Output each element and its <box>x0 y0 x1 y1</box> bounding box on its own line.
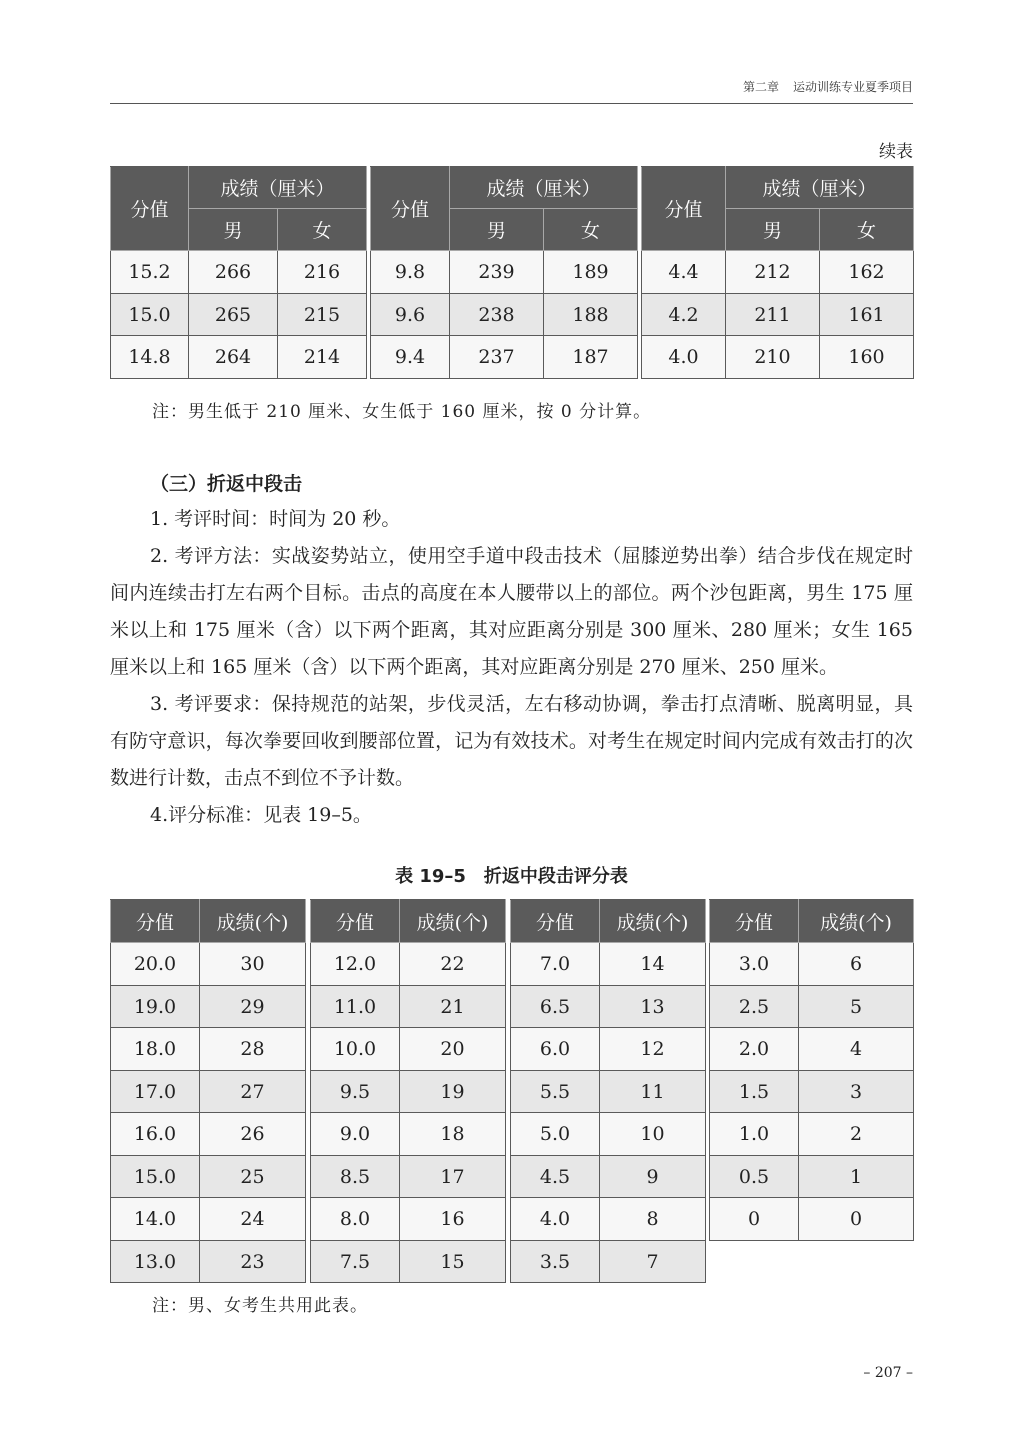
score-cell: 5.0 <box>511 1113 600 1156</box>
paragraph-exam-method: 2. 考评方法：实战姿势站立，使用空手道中段击技术（屈膝逆势出拳）结合步伐在规定时间内连续击打左右两个目标。击点的高度在本人腰带以上的部位。两个沙包距离，男生 175 厘米以上和 175 厘米（含）以下两个距离，其对应距离分别是 300 厘米、280 厘米；女生 165 厘米以上和 165 厘米（含）以下两个距离，其对应距离分别是 270 厘米、250 厘米。 <box>110 545 913 678</box>
header-score: 分值 <box>111 900 200 943</box>
score-cell: 2.5 <box>710 986 799 1028</box>
header-count: 成绩(个) <box>400 900 506 943</box>
count-cell: 0 <box>799 1198 914 1241</box>
count-cell: 5 <box>799 986 914 1028</box>
score-table-block-3 <box>641 166 914 379</box>
header-male: 男 <box>450 209 544 251</box>
table-row <box>111 1241 306 1283</box>
score-cell: 18.0 <box>111 1028 200 1071</box>
score-cell: 17.0 <box>111 1071 200 1113</box>
header-male: 男 <box>726 209 820 251</box>
male-cell: 238 <box>450 294 544 336</box>
table-title: 表 19–5 折返中段击评分表 <box>395 866 628 887</box>
running-header <box>110 78 913 95</box>
table-row <box>642 294 914 336</box>
count-cell: 8 <box>600 1198 706 1241</box>
table-note: 注：男生低于 210 厘米、女生低于 160 厘米，按 0 分计算。 <box>152 402 652 422</box>
score-cell: 6.5 <box>511 986 600 1028</box>
score-cell: 4.4 <box>642 251 726 294</box>
table-row <box>311 1241 506 1283</box>
score-cell: 1.0 <box>710 1113 799 1156</box>
score-cell: 0.5 <box>710 1156 799 1198</box>
table-row <box>311 1198 506 1241</box>
section-heading: （三）折返中段击 <box>150 473 303 495</box>
count-cell: 26 <box>200 1113 306 1156</box>
header-result: 成绩（厘米） <box>450 167 638 209</box>
header-count: 成绩(个) <box>200 900 306 943</box>
score-cell: 7.0 <box>511 943 600 986</box>
table-row <box>111 251 367 294</box>
male-cell: 212 <box>726 251 820 294</box>
score-cell: 19.0 <box>111 986 200 1028</box>
count-cell: 23 <box>200 1241 306 1283</box>
score-cell: 4.5 <box>511 1156 600 1198</box>
table-row <box>111 943 306 986</box>
count-cell: 14 <box>600 943 706 986</box>
female-cell: 216 <box>278 251 367 294</box>
count-cell: 30 <box>200 943 306 986</box>
paragraph-scoring-standard: 4.评分标准：见表 19–5。 <box>150 804 372 826</box>
count-cell: 16 <box>400 1198 506 1241</box>
table-row <box>311 1156 506 1198</box>
count-cell: 7 <box>600 1241 706 1283</box>
count-cell: 19 <box>400 1071 506 1113</box>
header-result: 成绩（厘米） <box>726 167 914 209</box>
score-cell: 14.8 <box>111 336 189 379</box>
score-cell: 11.0 <box>311 986 400 1028</box>
count-cell: 27 <box>200 1071 306 1113</box>
score-cell: 1.5 <box>710 1071 799 1113</box>
table-row <box>111 294 367 336</box>
score-cell: 7.5 <box>311 1241 400 1283</box>
score-cell: 2.0 <box>710 1028 799 1071</box>
score-cell: 8.5 <box>311 1156 400 1198</box>
header-score: 分值 <box>371 167 450 251</box>
score-cell: 9.6 <box>371 294 450 336</box>
score-cell: 10.0 <box>311 1028 400 1071</box>
male-cell: 210 <box>726 336 820 379</box>
score-cell: 9.0 <box>311 1113 400 1156</box>
header-female: 女 <box>544 209 638 251</box>
table-row <box>371 251 638 294</box>
female-cell: 161 <box>820 294 914 336</box>
header-score: 分值 <box>311 900 400 943</box>
table-row <box>710 1198 914 1241</box>
male-cell: 264 <box>189 336 278 379</box>
header-score: 分值 <box>710 900 799 943</box>
count-cell: 17 <box>400 1156 506 1198</box>
table-row <box>642 251 914 294</box>
table-row <box>311 1113 506 1156</box>
header-female: 女 <box>820 209 914 251</box>
male-cell: 266 <box>189 251 278 294</box>
table-row <box>511 1198 706 1241</box>
table-row <box>111 1071 306 1113</box>
count-cell: 4 <box>799 1028 914 1071</box>
score-cell: 9.8 <box>371 251 450 294</box>
table-row <box>111 1028 306 1071</box>
count-cell: 25 <box>200 1156 306 1198</box>
count-cell: 22 <box>400 943 506 986</box>
table-row <box>111 1198 306 1241</box>
table-row <box>111 1113 306 1156</box>
female-cell: 188 <box>544 294 638 336</box>
table-row <box>511 943 706 986</box>
table-row <box>710 986 914 1028</box>
continued-label: 续表 <box>879 142 913 162</box>
chapter-label: 第二章 <box>742 80 779 94</box>
count-cell: 6 <box>799 943 914 986</box>
paragraph-exam-time: 1. 考评时间：时间为 20 秒。 <box>150 508 401 530</box>
female-cell: 214 <box>278 336 367 379</box>
table-row <box>511 986 706 1028</box>
score-cell: 8.0 <box>311 1198 400 1241</box>
score-cell: 20.0 <box>111 943 200 986</box>
count-cell: 29 <box>200 986 306 1028</box>
table-row <box>371 294 638 336</box>
score-cell: 0 <box>710 1198 799 1241</box>
count-cell: 9 <box>600 1156 706 1198</box>
count-cell: 12 <box>600 1028 706 1071</box>
table-row <box>311 1071 506 1113</box>
count-table-block-3 <box>510 899 706 1283</box>
header-score: 分值 <box>642 167 726 251</box>
count-cell: 15 <box>400 1241 506 1283</box>
score-cell: 3.0 <box>710 943 799 986</box>
score-cell: 4.0 <box>642 336 726 379</box>
count-cell: 18 <box>400 1113 506 1156</box>
score-cell: 9.4 <box>371 336 450 379</box>
table-note: 注：男、女考生共用此表。 <box>152 1296 368 1316</box>
count-cell: 10 <box>600 1113 706 1156</box>
paragraph-exam-requirements: 3. 考评要求：保持规范的站架，步伐灵活，左右移动协调，拳击打点清晰、脱离明显，具有防守意识，每次拳要回收到腰部位置，记为有效技术。对考生在规定时间内完成有效击打的次数进行计数，击点不到位不予计数。 <box>110 693 913 789</box>
count-cell: 1 <box>799 1156 914 1198</box>
table-row <box>511 1071 706 1113</box>
score-cell: 3.5 <box>511 1241 600 1283</box>
count-cell: 20 <box>400 1028 506 1071</box>
table-row <box>371 336 638 379</box>
score-cell: 12.0 <box>311 943 400 986</box>
chapter-title: 运动训练专业夏季项目 <box>792 80 913 94</box>
score-cell: 13.0 <box>111 1241 200 1283</box>
table-row <box>710 943 914 986</box>
male-cell: 265 <box>189 294 278 336</box>
male-cell: 239 <box>450 251 544 294</box>
female-cell: 187 <box>544 336 638 379</box>
table-row <box>511 1113 706 1156</box>
score-cell: 5.5 <box>511 1071 600 1113</box>
count-table-block-1 <box>110 899 306 1283</box>
count-table-block-2 <box>310 899 506 1283</box>
header-count: 成绩(个) <box>799 900 914 943</box>
table-row <box>710 1028 914 1071</box>
header-male: 男 <box>189 209 278 251</box>
female-cell: 189 <box>544 251 638 294</box>
female-cell: 160 <box>820 336 914 379</box>
score-cell: 16.0 <box>111 1113 200 1156</box>
header-score: 分值 <box>111 167 189 251</box>
count-cell: 2 <box>799 1113 914 1156</box>
score-cell: 9.5 <box>311 1071 400 1113</box>
count-cell: 28 <box>200 1028 306 1071</box>
score-table-block-2 <box>370 166 638 379</box>
score-cell: 4.0 <box>511 1198 600 1241</box>
score-cell: 14.0 <box>111 1198 200 1241</box>
table-row <box>311 986 506 1028</box>
count-cell: 13 <box>600 986 706 1028</box>
table-row <box>511 1241 706 1283</box>
score-cell: 15.0 <box>111 1156 200 1198</box>
header-female: 女 <box>278 209 367 251</box>
table-row <box>111 336 367 379</box>
table-row <box>642 336 914 379</box>
table-row <box>710 1156 914 1198</box>
score-table-block-1 <box>110 166 367 379</box>
score-cell: 4.2 <box>642 294 726 336</box>
male-cell: 237 <box>450 336 544 379</box>
count-cell: 21 <box>400 986 506 1028</box>
table-row <box>311 1028 506 1071</box>
table-row <box>511 1028 706 1071</box>
page-number: – 207 – <box>863 1365 913 1381</box>
count-cell: 3 <box>799 1071 914 1113</box>
table-row <box>511 1156 706 1198</box>
table-row <box>111 1156 306 1198</box>
male-cell: 211 <box>726 294 820 336</box>
header-rule <box>110 103 913 104</box>
female-cell: 162 <box>820 251 914 294</box>
table-row <box>311 943 506 986</box>
count-table-block-4 <box>709 899 914 1241</box>
header-count: 成绩(个) <box>600 900 706 943</box>
count-cell: 11 <box>600 1071 706 1113</box>
score-cell: 15.0 <box>111 294 189 336</box>
score-cell: 15.2 <box>111 251 189 294</box>
table-row <box>111 986 306 1028</box>
score-cell: 6.0 <box>511 1028 600 1071</box>
table-row <box>710 1071 914 1113</box>
header-result: 成绩（厘米） <box>189 167 367 209</box>
count-cell: 24 <box>200 1198 306 1241</box>
table-row <box>710 1113 914 1156</box>
header-score: 分值 <box>511 900 600 943</box>
female-cell: 215 <box>278 294 367 336</box>
